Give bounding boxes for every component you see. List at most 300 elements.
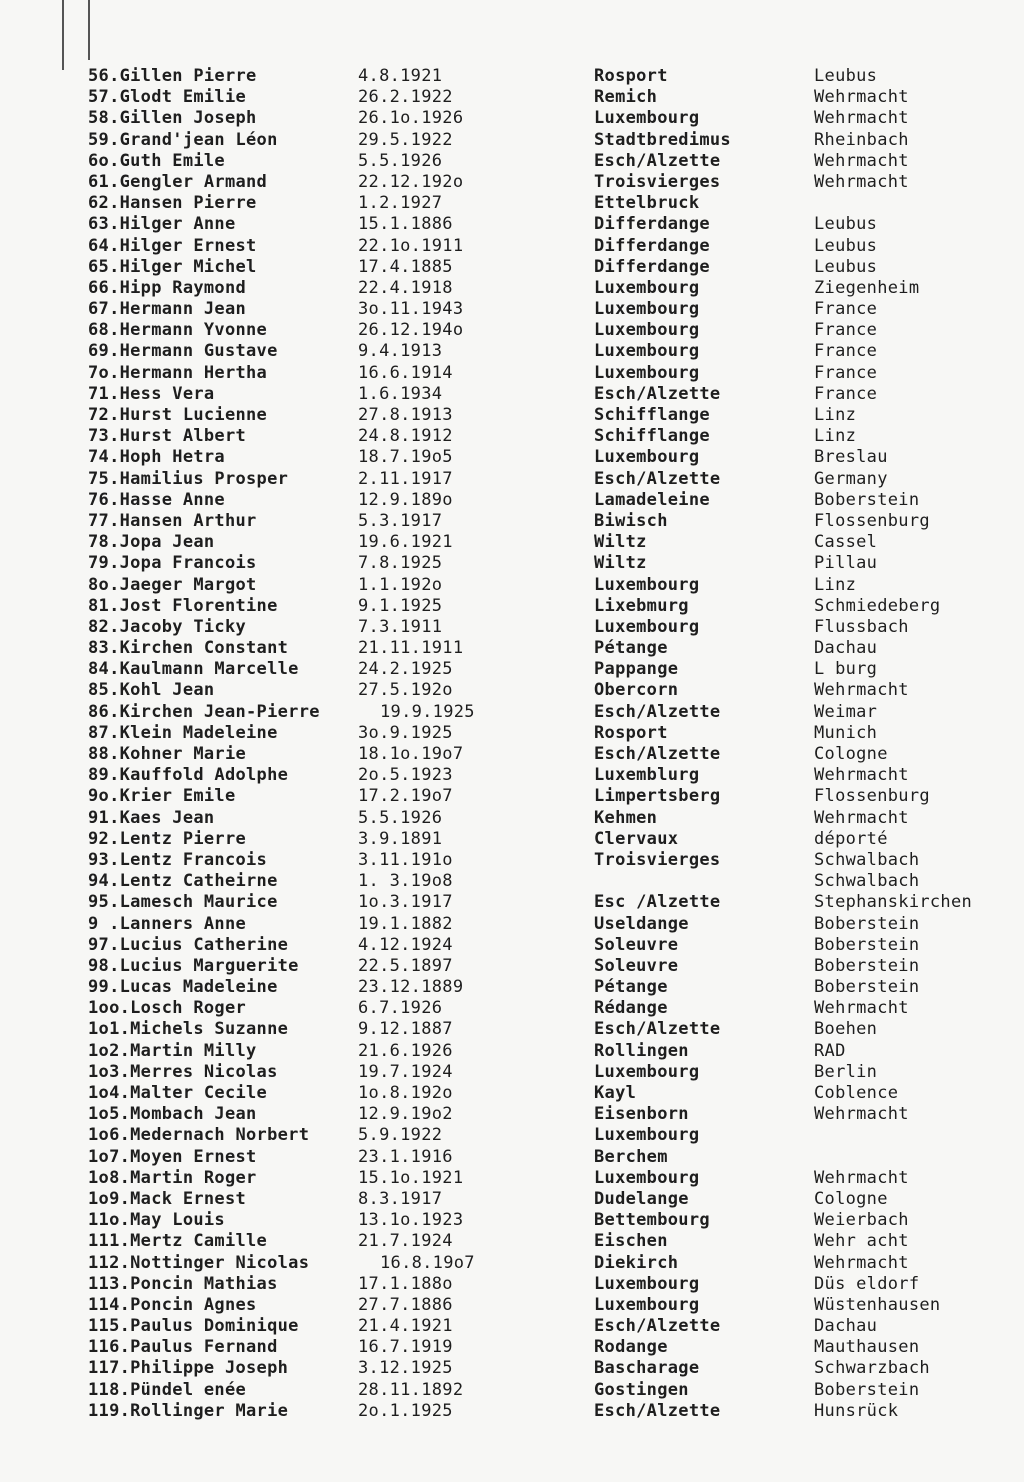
name-text: Hasse Anne <box>119 489 225 510</box>
birth-date: 22.1o.1911 <box>358 235 464 256</box>
row-number: 8o. <box>88 574 120 595</box>
destination: Germany <box>814 468 888 489</box>
row-number: 63. <box>88 214 120 235</box>
row-number: 66. <box>88 277 120 298</box>
row-number: 75. <box>88 468 120 489</box>
person-name <box>88 447 225 468</box>
name-text: Guth Emile <box>119 150 225 171</box>
birth-place: Luxembourg <box>594 277 700 298</box>
destination: Dachau <box>814 638 878 659</box>
list-row <box>88 850 1018 871</box>
list-row <box>88 193 1018 214</box>
birth-place: Luxembourg <box>594 1273 700 1294</box>
destination: Linz <box>814 574 857 595</box>
person-name <box>88 172 267 193</box>
name-text: Lentz Pierre <box>119 828 247 849</box>
birth-date: 28.11.1892 <box>358 1379 464 1400</box>
list-row <box>88 596 1018 617</box>
birth-date: 27.5.192o <box>358 680 453 701</box>
name-text: Poncin Mathias <box>130 1273 278 1294</box>
row-number: 84. <box>88 659 120 680</box>
birth-place: Esch/Alzette <box>594 1400 721 1421</box>
birth-place: Esch/Alzette <box>594 1316 721 1337</box>
birth-date: 13.1o.1923 <box>358 1210 464 1231</box>
destination: Leubus <box>814 235 878 256</box>
destination: Ziegenheim <box>814 277 920 298</box>
list-row <box>88 744 1018 765</box>
person-name <box>88 1147 257 1168</box>
birth-date: 22.5.1897 <box>358 955 453 976</box>
birth-date: 3.12.1925 <box>358 1358 453 1379</box>
row-number: 72. <box>88 405 120 425</box>
name-text: Gengler Armand <box>119 171 268 192</box>
person-name <box>88 257 257 278</box>
birth-date: 15.1.1886 <box>358 214 453 235</box>
birth-date: 1.6.1934 <box>358 383 443 404</box>
name-text: Lentz Catheirne <box>119 871 278 892</box>
birth-place: Diekirch <box>594 1252 679 1273</box>
destination: Breslau <box>814 447 888 468</box>
name-text: Hermann Hertha <box>119 362 268 383</box>
birth-place: Luxembourg <box>594 299 700 320</box>
birth-date: 6.7.1926 <box>358 998 443 1019</box>
row-number: 1o9. <box>88 1188 131 1209</box>
person-name <box>88 808 214 829</box>
row-number: 76. <box>88 489 120 510</box>
person-name <box>88 638 288 659</box>
destination: Coblence <box>814 1083 899 1103</box>
list-row <box>88 341 1018 362</box>
destination: France <box>814 299 878 320</box>
person-name <box>88 490 225 511</box>
name-text: May Louis <box>130 1210 225 1231</box>
list-row <box>88 320 1018 341</box>
person-name <box>88 956 299 977</box>
name-text: Hoph Hetra <box>119 447 225 468</box>
person-name <box>88 702 320 723</box>
person-name <box>88 617 246 638</box>
row-number: 61. <box>88 171 120 192</box>
destination: Schmiedeberg <box>814 595 941 616</box>
list-row <box>88 786 1018 807</box>
birth-place: Luxembourg <box>594 1167 700 1188</box>
birth-place: Esch/Alzette <box>594 701 721 722</box>
name-text: Hansen Pierre <box>119 193 257 214</box>
row-number: 7o. <box>88 362 120 383</box>
list-row <box>88 1316 1018 1337</box>
person-name <box>88 278 246 299</box>
margin-mark <box>62 0 64 70</box>
person-name <box>88 1104 257 1125</box>
destination: Mauthausen <box>814 1337 920 1358</box>
list-row <box>88 130 1018 151</box>
name-text: Glodt Emilie <box>119 87 247 108</box>
list-row <box>88 1337 1018 1358</box>
destination: Düs eldorf <box>814 1273 920 1294</box>
destination: Leubus <box>814 66 878 86</box>
birth-date: 12.9.19o2 <box>358 1104 453 1125</box>
name-text: Hurst Lucienne <box>119 405 268 425</box>
row-number: 116. <box>88 1337 131 1358</box>
row-number: 94. <box>88 871 120 892</box>
name-text: Nottinger Nicolas <box>130 1252 310 1273</box>
birth-date: 27.8.1913 <box>358 405 453 425</box>
destination: Hunsrück <box>814 1400 899 1421</box>
person-name <box>88 1401 288 1422</box>
list-row <box>88 1062 1018 1083</box>
birth-date: 12.9.189o <box>358 489 453 510</box>
list-row <box>88 87 1018 108</box>
name-text: Hermann Gustave <box>119 341 278 362</box>
list-row <box>88 1083 1018 1104</box>
row-number: 86. <box>88 701 120 722</box>
list-row <box>88 977 1018 998</box>
destination: Wehrmacht <box>814 171 909 192</box>
person-name <box>88 1189 246 1210</box>
name-text: Gillen Joseph <box>119 108 257 129</box>
name-text: Jost Florentine <box>119 595 278 616</box>
list-row <box>88 829 1018 850</box>
list-row <box>88 214 1018 235</box>
destination: Cassel <box>814 532 878 553</box>
birth-date: 2o.1.1925 <box>358 1400 453 1421</box>
name-text: Kohner Marie <box>119 744 247 764</box>
list-row <box>88 151 1018 172</box>
birth-place: Differdange <box>594 256 710 277</box>
row-number: 95. <box>88 892 120 913</box>
destination: Schwalbach <box>814 871 920 892</box>
birth-date: 16.8.19o7 <box>380 1252 475 1273</box>
list-row <box>88 1358 1018 1379</box>
name-text: Moyen Ernest <box>130 1146 257 1167</box>
row-number: 59. <box>88 129 120 150</box>
birth-date: 3o.9.1925 <box>358 722 453 743</box>
birth-date: 2o.5.1923 <box>358 765 453 786</box>
row-number: 112. <box>88 1252 131 1273</box>
person-name <box>88 87 246 108</box>
destination: Leubus <box>814 256 878 277</box>
birth-place: Rodange <box>594 1337 668 1358</box>
list-row <box>88 278 1018 299</box>
person-name <box>88 892 278 913</box>
list-row <box>88 1125 1018 1146</box>
person-name <box>88 1316 299 1337</box>
birth-place: Soleuvre <box>594 955 679 976</box>
name-text: Paulus Fernand <box>130 1337 278 1358</box>
person-name <box>88 871 278 892</box>
destination: Boberstein <box>814 1379 920 1400</box>
birth-place: Pappange <box>594 659 679 680</box>
destination: Boberstein <box>814 955 920 976</box>
name-text: Hurst Albert <box>119 426 247 447</box>
row-number: 64. <box>88 235 120 256</box>
name-text: Hilger Ernest <box>119 235 257 256</box>
person-name <box>88 1062 278 1083</box>
person-name <box>88 1337 278 1358</box>
name-text: Lanners Anne <box>119 913 247 934</box>
birth-date: 22.12.192o <box>358 171 464 192</box>
row-number: 88. <box>88 744 120 764</box>
name-text: Jopa Francois <box>119 553 257 574</box>
person-name <box>88 1295 257 1316</box>
list-row <box>88 1253 1018 1274</box>
birth-date: 3o.11.1943 <box>358 299 464 320</box>
list-row <box>88 236 1018 257</box>
list-row <box>88 702 1018 723</box>
name-text: Losch Roger <box>130 998 247 1019</box>
birth-date: 2.11.1917 <box>358 468 453 489</box>
name-text: Philippe Joseph <box>130 1358 289 1379</box>
birth-date: 19.7.1924 <box>358 1061 453 1082</box>
birth-place: Esch/Alzette <box>594 468 721 489</box>
list-row <box>88 1104 1018 1125</box>
destination: France <box>814 320 878 341</box>
name-text: Gillen Pierre <box>119 66 257 86</box>
name-text: Paulus Dominique <box>130 1316 299 1337</box>
row-number: 1o8. <box>88 1167 131 1188</box>
birth-place: Bettembourg <box>594 1210 710 1231</box>
birth-place: Clervaux <box>594 828 679 849</box>
destination: Boberstein <box>814 489 920 510</box>
person-name <box>88 1210 225 1231</box>
person-name <box>88 151 225 172</box>
row-number: 83. <box>88 638 120 659</box>
birth-place: Pétange <box>594 638 668 659</box>
name-text: Mombach Jean <box>130 1104 257 1125</box>
birth-place: Luxembourg <box>594 362 700 383</box>
birth-date: 1. 3.19o8 <box>358 871 453 892</box>
destination: Wehrmacht <box>814 87 909 108</box>
destination: Munich <box>814 722 878 743</box>
person-name <box>88 532 214 553</box>
list-row <box>88 363 1018 384</box>
row-number: 65. <box>88 256 120 277</box>
row-number: 73. <box>88 426 120 447</box>
list-row <box>88 935 1018 956</box>
destination: Wehrmacht <box>814 765 909 786</box>
birth-place: Luxembourg <box>594 574 700 595</box>
row-number: 87. <box>88 722 120 743</box>
list-row <box>88 1274 1018 1295</box>
birth-date: 21.11.1911 <box>358 638 464 659</box>
person-name <box>88 1168 257 1189</box>
list-row <box>88 1295 1018 1316</box>
deportee-list <box>88 66 1018 1422</box>
name-text: Hamilius Prosper <box>119 468 289 489</box>
name-text: Hermann Yvonne <box>119 320 268 341</box>
margin-mark <box>88 0 90 60</box>
name-text: Poncin Agnes <box>130 1294 257 1315</box>
row-number: 69. <box>88 341 120 362</box>
birth-date: 27.7.1886 <box>358 1294 453 1315</box>
list-row <box>88 299 1018 320</box>
destination: Schwalbach <box>814 849 920 870</box>
list-row <box>88 469 1018 490</box>
destination: Flossenburg <box>814 510 930 531</box>
row-number: 115. <box>88 1316 131 1337</box>
birth-place: Bascharage <box>594 1358 700 1379</box>
destination: Flussbach <box>814 616 909 637</box>
destination: RAD <box>814 1040 846 1061</box>
birth-date: 9.1.1925 <box>358 595 443 616</box>
list-row <box>88 892 1018 913</box>
person-name <box>88 214 236 235</box>
row-number: 1o3. <box>88 1061 131 1082</box>
name-text: Kauffold Adolphe <box>119 765 289 786</box>
name-text: Kirchen Constant <box>119 638 289 659</box>
birth-date: 4.8.1921 <box>358 66 443 86</box>
name-text: Mertz Camille <box>130 1231 268 1252</box>
person-name <box>88 1358 288 1379</box>
birth-date: 26.2.1922 <box>358 87 453 108</box>
row-number: 114. <box>88 1294 131 1315</box>
list-row <box>88 532 1018 553</box>
person-name <box>88 405 267 426</box>
name-text: Malter Cecile <box>130 1083 268 1103</box>
birth-place: Differdange <box>594 214 710 235</box>
birth-date: 1.1.192o <box>358 574 443 595</box>
destination: Boberstein <box>814 977 920 998</box>
birth-date: 26.12.194o <box>358 320 464 341</box>
row-number: 62. <box>88 193 120 214</box>
birth-place: Luxembourg <box>594 341 700 362</box>
list-row <box>88 384 1018 405</box>
name-text: Hansen Arthur <box>119 510 257 531</box>
list-row <box>88 447 1018 468</box>
destination: Wehrmacht <box>814 1252 909 1273</box>
destination: Boehen <box>814 1019 878 1040</box>
row-number: 11o. <box>88 1210 131 1231</box>
birth-date: 29.5.1922 <box>358 129 453 150</box>
name-text: Merres Nicolas <box>130 1061 278 1082</box>
destination: Linz <box>814 426 857 447</box>
birth-date: 9.4.1913 <box>358 341 443 362</box>
birth-place: Esc /Alzette <box>594 892 721 913</box>
birth-date: 21.6.1926 <box>358 1040 453 1061</box>
birth-date: 21.4.1921 <box>358 1316 453 1337</box>
destination: Cologne <box>814 744 888 764</box>
row-number: 91. <box>88 807 120 828</box>
birth-place: Rosport <box>594 722 668 743</box>
row-number: 113. <box>88 1273 131 1294</box>
row-number: 118. <box>88 1379 131 1400</box>
row-number: 6o. <box>88 150 120 171</box>
person-name <box>88 765 288 786</box>
list-row <box>88 1168 1018 1189</box>
destination: déporté <box>814 828 888 849</box>
row-number: 1o1. <box>88 1019 131 1040</box>
list-row <box>88 914 1018 935</box>
birth-place: Kehmen <box>594 807 658 828</box>
list-row <box>88 490 1018 511</box>
birth-place: Obercorn <box>594 680 679 701</box>
row-number: 1o6. <box>88 1125 131 1146</box>
list-row <box>88 1041 1018 1062</box>
destination: Wüstenhausen <box>814 1294 941 1315</box>
birth-date: 16.7.1919 <box>358 1337 453 1358</box>
row-number: 9o. <box>88 786 120 807</box>
destination: Berlin <box>814 1061 878 1082</box>
row-number: 68. <box>88 320 120 341</box>
row-number: 9 . <box>88 913 120 934</box>
list-row <box>88 956 1018 977</box>
person-name <box>88 426 246 447</box>
name-text: Jaeger Margot <box>119 574 257 595</box>
row-number: 74. <box>88 447 120 468</box>
birth-place: Wiltz <box>594 553 647 574</box>
destination: Weierbach <box>814 1210 909 1231</box>
person-name <box>88 299 246 320</box>
row-number: 98. <box>88 955 120 976</box>
birth-place: Berchem <box>594 1146 668 1167</box>
birth-date: 21.7.1924 <box>358 1231 453 1252</box>
list-row <box>88 1401 1018 1422</box>
list-row <box>88 426 1018 447</box>
person-name <box>88 829 246 850</box>
birth-place: Luxembourg <box>594 1125 700 1146</box>
row-number: 1o2. <box>88 1040 131 1061</box>
person-name <box>88 341 278 362</box>
list-row <box>88 553 1018 574</box>
birth-place: Rollingen <box>594 1040 689 1061</box>
list-row <box>88 1380 1018 1401</box>
destination: Wehrmacht <box>814 1104 909 1125</box>
person-name <box>88 935 288 956</box>
row-number: 79. <box>88 553 120 574</box>
birth-place: Troisvierges <box>594 171 721 192</box>
birth-date: 19.9.1925 <box>380 701 475 722</box>
birth-place: Schifflange <box>594 405 710 425</box>
birth-date: 16.6.1914 <box>358 362 453 383</box>
row-number: 1oo. <box>88 998 131 1019</box>
person-name <box>88 1380 246 1401</box>
birth-place: Eischen <box>594 1231 668 1252</box>
destination: Stephanskirchen <box>814 892 973 913</box>
list-row <box>88 871 1018 892</box>
row-number: 99. <box>88 977 120 998</box>
birth-date: 15.1o.1921 <box>358 1167 464 1188</box>
destination: L burg <box>814 659 878 680</box>
person-name <box>88 596 278 617</box>
name-text: Jacoby Ticky <box>119 616 247 637</box>
birth-place: Differdange <box>594 235 710 256</box>
person-name <box>88 66 257 87</box>
name-text: Klein Madeleine <box>119 722 278 743</box>
person-name <box>88 130 278 151</box>
name-text: Lucas Madeleine <box>119 977 278 998</box>
row-number: 1o5. <box>88 1104 131 1125</box>
name-text: Kaulmann Marcelle <box>119 659 299 680</box>
birth-place: Eisenborn <box>594 1104 689 1125</box>
person-name <box>88 363 267 384</box>
destination: Linz <box>814 405 857 425</box>
person-name <box>88 1274 278 1295</box>
person-name <box>88 1125 309 1146</box>
destination: Wehrmacht <box>814 1167 909 1188</box>
birth-date: 17.2.19o7 <box>358 786 453 807</box>
list-row <box>88 680 1018 701</box>
birth-place: Luxembourg <box>594 447 700 468</box>
person-name <box>88 320 267 341</box>
list-row <box>88 808 1018 829</box>
destination: Boberstein <box>814 934 920 955</box>
row-number: 1o4. <box>88 1083 131 1103</box>
row-number: 78. <box>88 532 120 553</box>
row-number: 56. <box>88 66 120 86</box>
birth-place: Kayl <box>594 1083 637 1103</box>
birth-date: 23.1.1916 <box>358 1146 453 1167</box>
birth-place: Luxembourg <box>594 320 700 341</box>
